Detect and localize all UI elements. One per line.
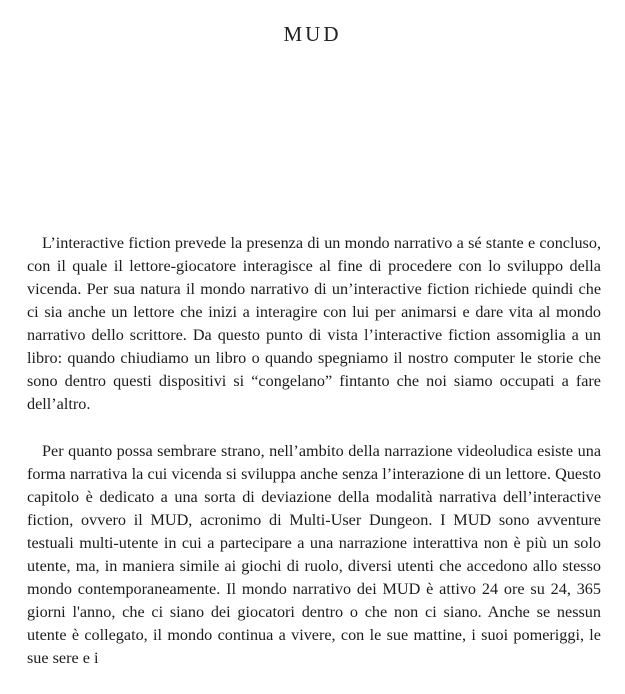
chapter-title: MUD bbox=[283, 22, 342, 46]
paragraph-intro: L’interactive fiction prevede la presenza di un mondo narrativo a sé stante e concluso, con il quale il lettore-giocatore interagisce al fine di procedere con lo sviluppo della vicenda. Per sua natura il mondo narrativo di un’interactive fiction richiede quindi che ci sia anche un lettore che inizi a interagire con lui per animarsi e dare vita al mondo narrativo dello scrittore. Da questo punto di vista l’interactive fiction assomiglia a un libro: quando chiudiamo un libro o quando spegniamo il nostro computer le storie che sono dentro questi dispositivi si “congelano” fintanto che noi siamo occupati a fare dell’altro. bbox=[27, 234, 601, 413]
paragraph-mud-definition: Per quanto possa sembrare strano, nell’ambito della narrazione videoludica esiste una forma narrativa la cui vicenda si sviluppa anche senza l’interazione di un lettore. Questo capitolo è dedicato a una sorta di deviazione della modalità narrativa dell’interactive fiction, ovvero il MUD, acronimo di Multi-User Dungeon. I MUD sono avventure testuali multi-utente in cui a partecipare a una narrazione interattiva non è più un solo utente, ma, in maniera simile ai giochi di ruolo, diversi utenti che accedono allo stesso mondo contemporaneamente. Il mondo narrativo dei MUD è attivo 24 ore su 24, 365 giorni l'anno, che ci siano dei giocatori dentro o che non ci siano. Anche se nessun utente è collegato, il mondo continua a vivere, con le sue mattine, i suoi pomeriggi, le sue sere e i bbox=[27, 442, 601, 667]
chapter-body bbox=[27, 232, 601, 694]
